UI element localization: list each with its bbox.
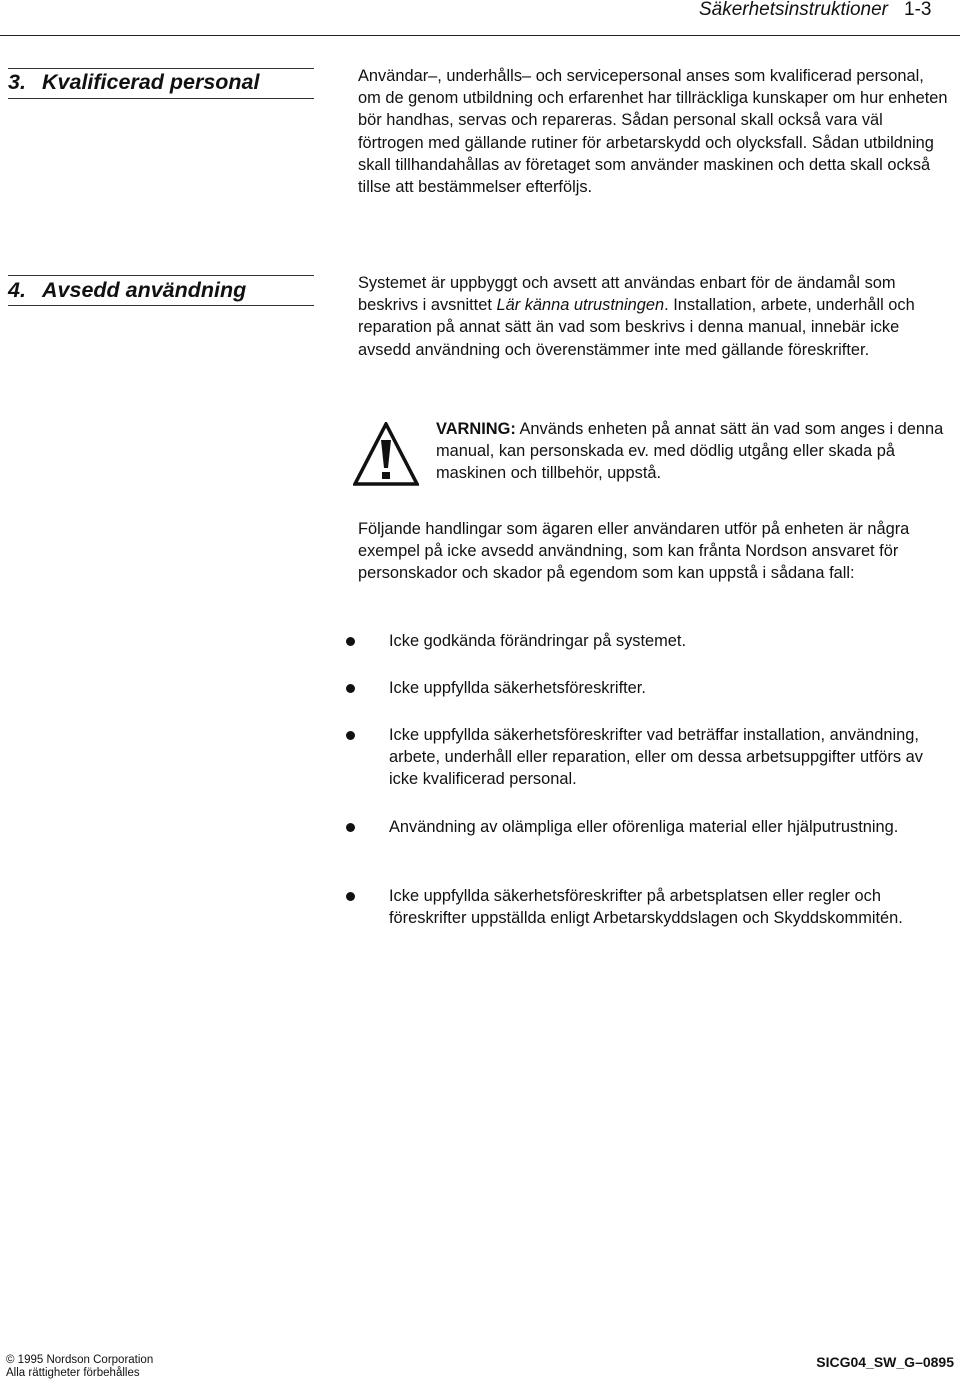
document-code: SICG04_SW_G–0895 [816, 1354, 954, 1370]
footer-copyright-block [6, 1354, 153, 1380]
section-4-heading [8, 277, 328, 303]
section-4-rule-bottom [8, 305, 314, 306]
warning-text: Används enheten på annat sätt än vad som anges i denna manual, kan personskada ev. med dödlig utgång eller skada på maskinen och tillbehör, uppstå. [436, 420, 944, 483]
section-3-heading [8, 69, 328, 95]
section-3-paragraph: Användar–, underhålls– och servicepersonal anses som kvalificerad personal, om de genom utbildning och erfarenhet har tillräckliga kunskaper om hur enheten bör handhas, servas och repareras. Sådan personal skall också vara väl förtrogen med gällande rutiner för arbetarskydd och olycksfall. Sådan utbildning skall tillhandahållas av företaget som använder maskinen och detta skall också tillse att bestämmelser efterföljs. [358, 67, 948, 197]
copyright-line [6, 1354, 153, 1367]
section-4-title: Avsedd användning [42, 278, 247, 302]
list-item: Icke uppfyllda säkerhetsföreskrifter. [389, 679, 646, 697]
rights-line: Alla rättigheter förbehålles [6, 1367, 140, 1379]
section-reference-link: Lär känna utrustningen [496, 296, 665, 315]
bullet-icon [346, 817, 358, 829]
list-item: Användning av olämpliga eller oförenliga material eller hjälputrustning. [389, 818, 899, 836]
section-3-title: Kvalificerad personal [42, 70, 260, 94]
bullet-icon [346, 678, 358, 690]
warning-triangle-icon [353, 422, 419, 486]
section-4-intro-start: Systemet är uppbyggt och avsett att användas enbart för de ändamål som beskrivs i avsnittet [358, 274, 896, 315]
list-item: Icke uppfyllda säkerhetsföreskrifter på arbetsplatsen eller regler och föreskrifter uppställda enligt Arbetarskyddslagen och Skyddskommitén. [389, 887, 903, 928]
copyright-text: 1995 Nordson Corporation [14, 1354, 154, 1366]
section-4-intro-end: . Installation, arbete, underhåll och reparation på annat sätt än vad som beskrivs i denna manual, innebär icke avsedd användning och överenstämmer inte med gällande föreskrifter. [358, 296, 915, 359]
header-divider [0, 35, 960, 36]
bullet-icon [346, 725, 358, 737]
section-3-number: 3. [8, 70, 26, 94]
section-3-rule-bottom [8, 98, 314, 99]
running-header-title: Säkerhetsinstruktioner [698, 0, 888, 20]
misuse-paragraph: Följande handlingar som ägaren eller användaren utför på enheten är några exempel på icke avsedd användning, som kan frånta Nordson ansvaret för personskador och skador på egendom som kan uppstå i sådana fall: [358, 520, 910, 583]
list-item: Icke godkända förändringar på systemet. [389, 632, 687, 650]
warning-message [436, 418, 958, 485]
warning-label: VARNING: [436, 420, 516, 438]
copyright-icon: © [6, 1354, 15, 1366]
section-4-rule-top [8, 275, 314, 276]
section-4-intro [358, 272, 948, 361]
bullet-icon [346, 631, 358, 643]
list-item: Icke uppfyllda säkerhetsföreskrifter vad beträffar installation, användning, arbete, underhåll eller reparation, eller om dessa arbetsuppgifter utförs av icke kvalificerad personal. [389, 726, 923, 789]
section-4-number: 4. [8, 278, 26, 302]
bullet-icon [346, 886, 358, 898]
page-number: 1-3 [904, 0, 932, 20]
